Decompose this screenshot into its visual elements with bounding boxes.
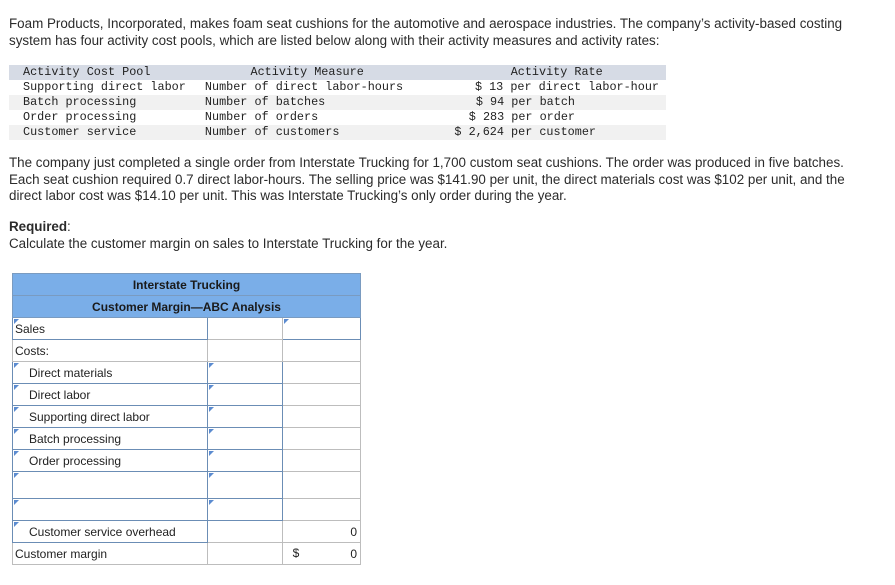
activity-table-header — [9, 65, 666, 80]
dropdown-marker-icon — [14, 429, 19, 434]
direct-materials-label[interactable] — [13, 362, 208, 384]
dropdown-marker-icon — [14, 319, 19, 324]
intro-paragraph: Foam Products, Incorporated, makes foam seat cushions for the automotive and aerospace industries. The company’s activity-based costing system has four activity cost pools, which are listed below along with their activity measures and activity rates: — [9, 16, 843, 48]
blank-label-select-2[interactable] — [13, 499, 208, 521]
input-marker-icon — [284, 319, 289, 324]
grid-row-supporting-direct-labor — [13, 406, 361, 428]
blank-right-cell-2 — [282, 499, 360, 521]
direct-labor-input[interactable] — [207, 384, 282, 406]
customer-margin-value: 0 — [350, 546, 357, 561]
sales-label[interactable] — [13, 318, 208, 340]
batch-processing-input[interactable] — [207, 428, 282, 450]
blank-label-select-1[interactable] — [13, 472, 208, 499]
input-marker-icon — [209, 473, 214, 478]
dropdown-marker-icon — [14, 451, 19, 456]
dropdown-marker-icon — [14, 407, 19, 412]
dropdown-marker-icon — [14, 500, 19, 505]
activity-rate: $ 13 per direct labor-hour — [474, 80, 659, 94]
direct-labor-text: Direct labor — [29, 387, 91, 402]
activity-rate: $ 2,624 per customer — [454, 125, 596, 139]
customer-service-overhead-label[interactable] — [13, 521, 208, 543]
batch-processing-label[interactable] — [13, 428, 208, 450]
costs-right-cell — [282, 340, 360, 362]
required-block — [9, 219, 854, 252]
dropdown-marker-icon — [14, 522, 19, 527]
grid-row-customer-service-overhead — [13, 521, 361, 543]
direct-materials-right-cell — [282, 362, 360, 384]
blank-input-2[interactable] — [207, 499, 282, 521]
customer-margin-mid-cell — [207, 543, 282, 565]
input-marker-icon — [209, 407, 214, 412]
activity-rate: $ 283 per order — [468, 110, 575, 124]
direct-materials-input[interactable] — [207, 362, 282, 384]
order-processing-right-cell — [282, 450, 360, 472]
header-activity-rate: Activity Rate — [510, 65, 603, 79]
order-processing-label[interactable] — [13, 450, 208, 472]
input-marker-icon — [209, 451, 214, 456]
customer-margin-grid — [12, 273, 361, 565]
costs-mid-cell — [207, 340, 282, 362]
customer-service-overhead-mid-cell — [207, 521, 282, 543]
activity-pool: Customer service — [23, 125, 137, 139]
supporting-direct-labor-right-cell — [282, 406, 360, 428]
currency-symbol: $ — [292, 546, 300, 560]
activity-table — [9, 65, 666, 140]
activity-pool: Supporting direct labor — [23, 80, 186, 94]
header-activity-cost-pool: Activity Cost Pool — [23, 65, 151, 79]
dropdown-marker-icon — [14, 363, 19, 368]
customer-margin-label: Customer margin — [13, 543, 208, 565]
grid-row-customer-margin — [13, 543, 361, 565]
supporting-direct-labor-input[interactable] — [207, 406, 282, 428]
grid-row-direct-labor — [13, 384, 361, 406]
direct-labor-right-cell — [282, 384, 360, 406]
grid-row-order-processing — [13, 450, 361, 472]
required-text: Calculate the customer margin on sales to Interstate Trucking for the year. — [9, 235, 448, 251]
activity-measure: Number of orders — [204, 110, 319, 124]
batch-processing-right-cell — [282, 428, 360, 450]
costs-label: Costs: — [13, 340, 208, 362]
header-activity-measure: Activity Measure — [250, 65, 364, 79]
sales-mid-cell — [207, 318, 282, 340]
dropdown-marker-icon — [14, 385, 19, 390]
customer-service-overhead-total: 0 — [282, 521, 360, 543]
activity-row — [9, 110, 666, 125]
grid-row-blank-1 — [13, 472, 361, 499]
grid-row-batch-processing — [13, 428, 361, 450]
direct-labor-label[interactable] — [13, 384, 208, 406]
batch-processing-text: Batch processing — [29, 431, 122, 446]
activity-row — [9, 95, 666, 110]
activity-measure: Number of customers — [204, 125, 340, 139]
grid-row-direct-materials — [13, 362, 361, 384]
required-colon: : — [67, 219, 71, 234]
supporting-direct-labor-label[interactable] — [13, 406, 208, 428]
grid-subtitle: Customer Margin—ABC Analysis — [13, 296, 361, 318]
required-label: Required — [9, 219, 68, 234]
activity-pool: Order processing — [23, 110, 137, 124]
direct-materials-text: Direct materials — [29, 365, 113, 380]
sales-label-text: Sales — [15, 321, 46, 336]
activity-row — [9, 125, 666, 140]
customer-service-overhead-text: Customer service overhead — [29, 524, 176, 539]
blank-input-1[interactable] — [207, 472, 282, 499]
order-paragraph: The company just completed a single order from Interstate Trucking for 1,700 custom seat cushions. The order was produced in five batches. Each seat cushion required 0.7 direct labor-hours. The selling price was $141.90 per unit, the direct materials cost was $102 per unit, and the direct labor cost was $14.10 per unit. This was Interstate Trucking’s only order during the year. — [9, 155, 845, 203]
supporting-direct-labor-text: Supporting direct labor — [29, 409, 150, 424]
customer-margin-total — [282, 543, 360, 565]
activity-measure: Number of direct labor-hours — [204, 80, 404, 94]
dropdown-marker-icon — [14, 473, 19, 478]
activity-row — [9, 80, 666, 95]
grid-row-costs — [13, 340, 361, 362]
activity-rate: $ 94 per batch — [475, 95, 575, 109]
order-processing-text: Order processing — [29, 453, 122, 468]
sales-amount-input[interactable] — [282, 318, 360, 340]
grid-row-blank-2 — [13, 499, 361, 521]
input-marker-icon — [209, 500, 214, 505]
input-marker-icon — [209, 385, 214, 390]
blank-right-cell-1 — [282, 472, 360, 499]
input-marker-icon — [209, 429, 214, 434]
order-processing-input[interactable] — [207, 450, 282, 472]
grid-row-sales — [13, 318, 361, 340]
input-marker-icon — [209, 363, 214, 368]
grid-title: Interstate Trucking — [13, 274, 361, 296]
activity-measure: Number of batches — [204, 95, 326, 109]
activity-pool: Batch processing — [23, 95, 137, 109]
